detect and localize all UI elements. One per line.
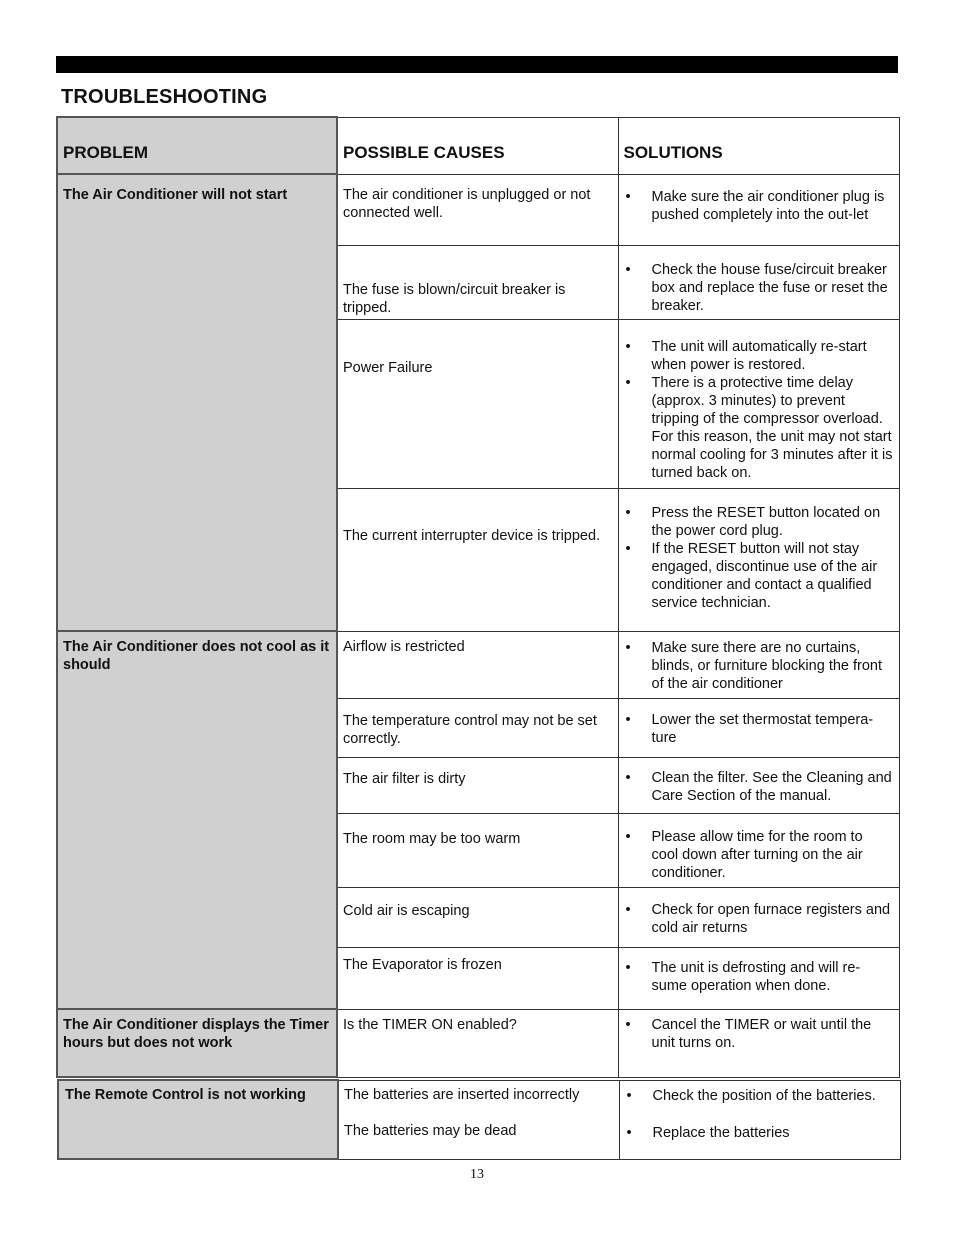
cause-cell: The air conditioner is unplugged or not connected well.	[337, 174, 618, 245]
cause-cell: The room may be too warm	[337, 813, 618, 887]
solution-cell	[618, 174, 899, 245]
solution-cell	[618, 319, 899, 488]
cause-cell: Is the TIMER ON enabled?	[337, 1009, 618, 1077]
solutions-header: SOLUTIONS	[618, 117, 899, 174]
cause-cell	[338, 1080, 619, 1159]
problem-cell: The Remote Control is not working	[58, 1080, 338, 1159]
solution-item: • Check the house fuse/circuit breaker box and replace the fuse or reset the breaker.	[623, 261, 893, 315]
remote-table	[57, 1079, 901, 1160]
table-row	[58, 1080, 900, 1159]
solution-item: • Check for open furnace registers and cold air returns	[623, 901, 893, 937]
problem-cell: The Air Conditioner displays the Timer hours but does not work	[57, 1009, 337, 1077]
cause-cell: The air filter is dirty	[337, 757, 618, 813]
solution-cell	[618, 1009, 899, 1077]
solution-cell	[618, 488, 899, 631]
page-title: TROUBLESHOOTING	[61, 86, 268, 108]
solution-item: • The unit is defrosting and will re-sume operation when done.	[623, 959, 893, 995]
cause-cell: Cold air is escaping	[337, 887, 618, 947]
solution-item: • Please allow time for the room to cool down after turning on the air conditioner.	[623, 828, 893, 882]
solution-item: • Check the position of the batteries.	[624, 1087, 894, 1105]
page-number: 13	[470, 1167, 484, 1182]
table-header-row	[57, 117, 899, 174]
solution-cell	[618, 887, 899, 947]
solution-item: • Press the RESET button located on the power cord plug.	[623, 504, 893, 540]
table-row	[57, 1009, 899, 1077]
solution-item: • If the RESET button will not stay engaged, discontinue use of the air conditioner and contact a qualified service technician.	[623, 540, 893, 612]
problem-cell: The Air Conditioner will not start	[57, 174, 337, 631]
cause-cell: The temperature control may not be set correctly.	[337, 698, 618, 757]
solution-cell	[618, 245, 899, 319]
cause-line: The batteries may be dead	[344, 1122, 517, 1139]
cause-line: The batteries are inserted incorrectly	[344, 1086, 580, 1103]
solution-cell	[618, 947, 899, 1009]
problem-cell: The Air Conditioner does not cool as it should	[57, 631, 337, 1009]
solution-item: • The unit will automatically re-start when power is restored.	[623, 338, 893, 374]
cause-cell: The fuse is blown/circuit breaker is tripped.	[337, 245, 618, 319]
solution-item: • Clean the filter. See the Cleaning and Care Section of the manual.	[623, 769, 893, 805]
solution-item: • Lower the set thermostat tempera-ture	[623, 711, 893, 747]
solution-cell	[618, 698, 899, 757]
solution-item: • Cancel the TIMER or wait until the unit turns on.	[623, 1016, 893, 1052]
cause-cell: Power Failure	[337, 319, 618, 488]
cause-cell: The Evaporator is frozen	[337, 947, 618, 1009]
cause-cell: The current interrupter device is tripped.	[337, 488, 618, 631]
table-row	[57, 631, 899, 698]
solution-cell	[618, 631, 899, 698]
solution-cell	[619, 1080, 900, 1159]
solution-cell	[618, 757, 899, 813]
solution-item: • Make sure the air conditioner plug is pushed completely into the out-let	[623, 188, 893, 224]
solution-cell	[618, 813, 899, 887]
table-row	[57, 174, 899, 245]
cause-cell: Airflow is restricted	[337, 631, 618, 698]
causes-header: POSSIBLE CAUSES	[337, 117, 618, 174]
header-rule	[56, 56, 898, 73]
problem-header: PROBLEM	[57, 117, 337, 174]
solution-item: • Replace the batteries	[624, 1124, 894, 1142]
solution-item: • There is a protective time delay (approx. 3 minutes) to prevent tripping of the compressor overload. For this reason, the unit may not start normal cooling for 3 minutes after it is turned back on.	[623, 374, 893, 482]
solution-item: • Make sure there are no curtains, blinds, or furniture blocking the front of the air conditioner	[623, 639, 893, 693]
troubleshooting-table	[56, 116, 900, 1078]
